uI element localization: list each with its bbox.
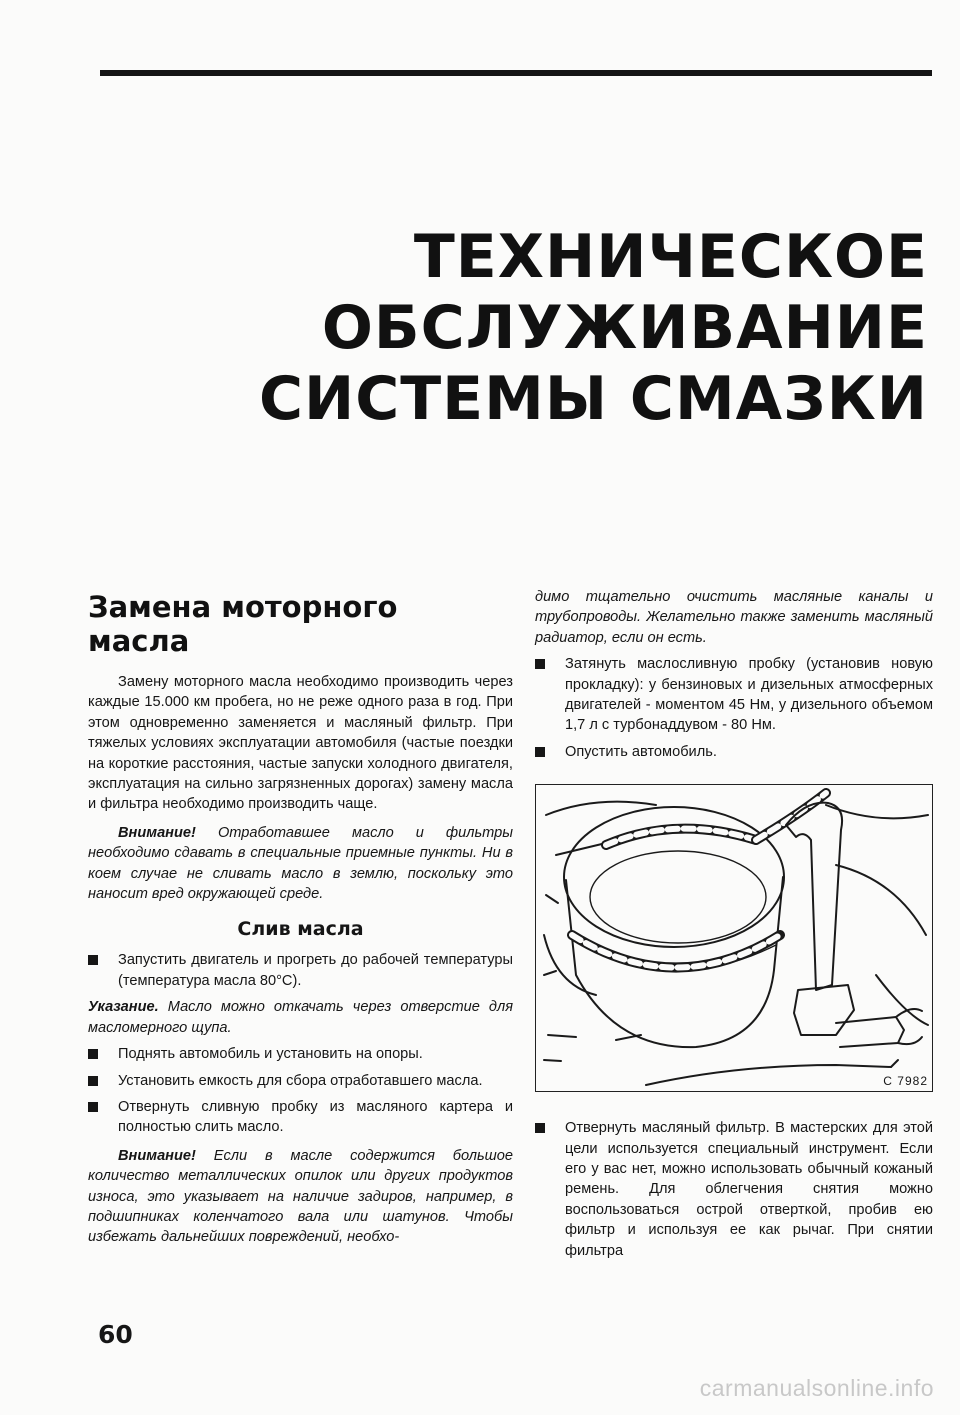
title-line-1: ТЕХНИЧЕСКОЕ (413, 222, 928, 292)
bullet-square-icon (88, 1102, 98, 1112)
warning-note-2 (88, 1146, 513, 1248)
warning-label: Внимание! (118, 1147, 196, 1164)
title-line-3: СИСТЕМЫ СМАЗКИ (258, 364, 928, 434)
hint-text: Масло можно откачать через отверстие для масломерного щупа. (88, 999, 513, 1036)
list-item (535, 654, 933, 736)
list-item (88, 1044, 513, 1064)
list-item-text: Запустить двигатель и прогреть до рабочей температуры (температура масла 80°С). (118, 952, 513, 989)
list-item (88, 1071, 513, 1091)
subhead-oil-drain: Слив масла (237, 918, 364, 941)
list-item-text: Опустить автомобиль. (565, 743, 717, 760)
section-title (88, 590, 513, 658)
warning-label: Внимание! (118, 824, 196, 841)
section-title-line-2: масла (88, 624, 190, 658)
list-item-text: Затянуть маслосливную пробку (установив новую прокладку): у бензиновых и дизельных атмосферных двигателей - моментом 45 Нм, у дизельного объемом 1,7 л с турбонаддувом - 80 Нм. (565, 656, 933, 734)
intro-paragraph: Замену моторного масла необходимо производить через каждые 15.000 км пробега, но не реже одного раза в год. При этом одновременно заменяется и масляный фильтр. При тяжелых условиях эксплуатации автомобиля (частые поездки на короткие расстояния, частые запуски холодного двигателя, эксплуатация на сильно загрязненных дорогах) замену масла и фильтра необходимо производить чаще. (88, 674, 513, 813)
page-number: 60 (98, 1320, 133, 1349)
oil-filter-illustration (536, 785, 932, 1091)
title-line-2: ОБСЛУЖИВАНИЕ (321, 293, 928, 363)
list-item-text: Установить емкость для сбора отработавшего масла. (118, 1072, 483, 1089)
bullet-square-icon (88, 1076, 98, 1086)
list-item (88, 1097, 513, 1138)
list-item-text: Отвернуть сливную пробку из масляного картера и полностью слить масло. (118, 1098, 513, 1136)
list-item-text: Поднять автомобиль и установить на опоры. (118, 1046, 423, 1063)
section-title-line-1: Замена моторного (88, 590, 398, 624)
left-column (88, 590, 513, 1248)
list-item-text: Отвернуть масляный фильтр. В мастерских для этой цели используется специальный инструмент. Если его у вас нет, можно использовать обычный кожаный ремень. Для облегчения снятия можно воспользоваться острой отверткой, пробив ею фильтр и используя ее как рычаг. При снятии фильтра (565, 1120, 933, 1259)
watermark: carmanualsonline.info (699, 1375, 934, 1401)
chapter-title (259, 222, 928, 435)
bullet-square-icon (535, 659, 545, 669)
list-item (535, 742, 933, 762)
list-item (88, 950, 513, 991)
list-item (535, 1118, 933, 1261)
figure-label: С 7982 (883, 1074, 928, 1089)
bullet-square-icon (535, 1123, 545, 1133)
top-rule (100, 70, 932, 76)
continued-paragraph: димо тщательно очистить масляные каналы и трубопроводы. Желательно также заменить масляный радиатор, если он есть. (535, 589, 933, 646)
bullet-square-icon (88, 955, 98, 965)
hint-label: Указание. (88, 999, 159, 1016)
hint-note (88, 997, 513, 1038)
warning-text: Если в масле содержится большое количество металлических опилок или других продуктов износа, это указывает на наличие задиров, например, в подшипниках коленчатого вала или шатунов. Чтобы избежать дальнейших повреждений, необхо- (88, 1147, 513, 1246)
oil-filter-figure (535, 784, 933, 1092)
bullet-square-icon (88, 1049, 98, 1059)
warning-note-1 (88, 823, 513, 905)
warning-text: Отработавшее масло и фильтры необходимо сдавать в специальные приемные пункты. Ни в коем случае не сливать масло в землю, поскольку это наносит вред окружающей среде. (88, 824, 513, 903)
bullet-square-icon (535, 747, 545, 757)
right-column (535, 587, 933, 1261)
